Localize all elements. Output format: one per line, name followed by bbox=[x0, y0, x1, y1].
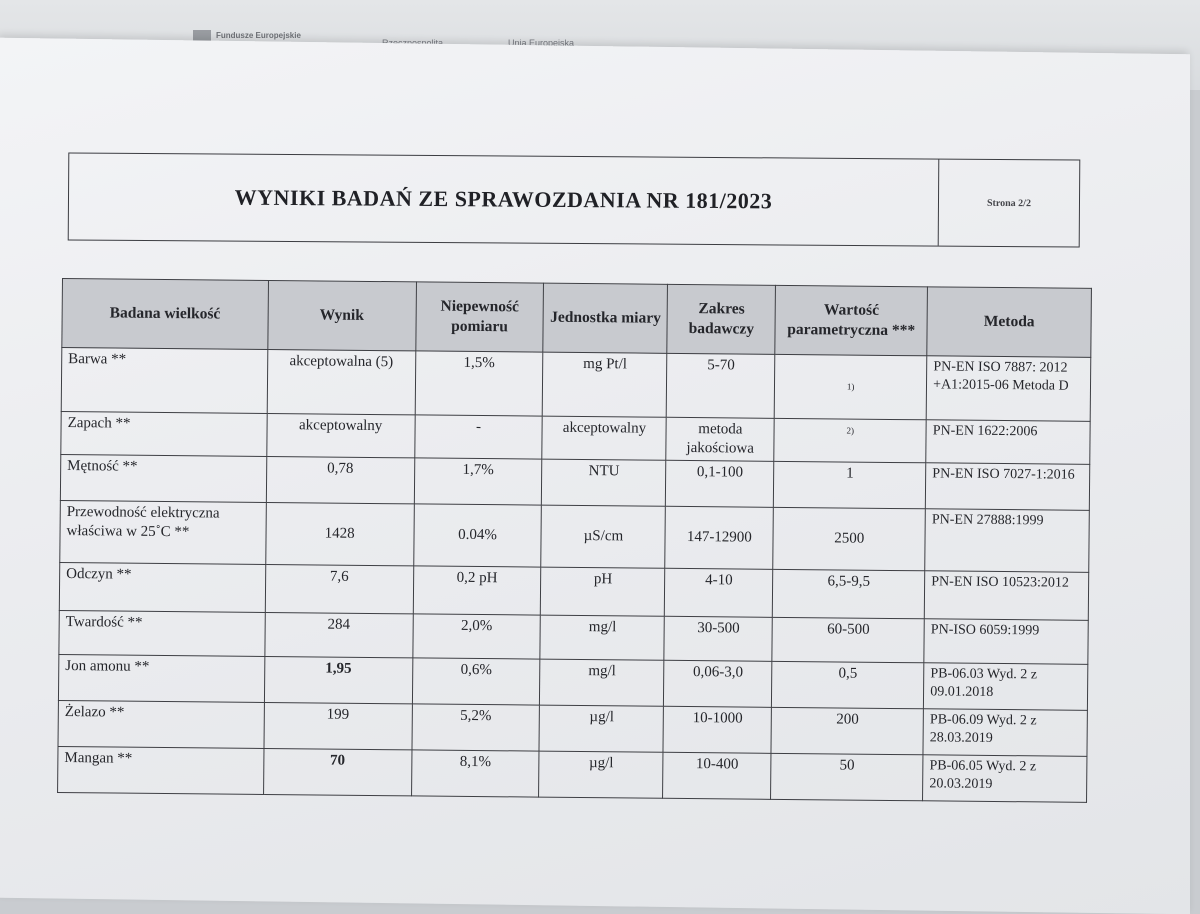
result-cell: akceptowalna (5) bbox=[267, 349, 415, 414]
uncertainty-cell: 1,7% bbox=[414, 458, 542, 505]
eu-funds-logo-text: Fundusze Europejskie bbox=[216, 31, 301, 40]
uncertainty-cell: 2,0% bbox=[412, 614, 540, 659]
unit-cell: mg Pt/l bbox=[543, 352, 668, 417]
uncertainty-cell: 0,6% bbox=[412, 658, 540, 705]
param-cell: Odczyn ** bbox=[59, 562, 265, 612]
report-title: WYNIKI BADAŃ ZE SPRAWOZDANIA NR 181/2023 bbox=[69, 153, 940, 245]
header-unit: Jednostka miary bbox=[543, 283, 668, 353]
result-cell: 199 bbox=[264, 702, 412, 749]
parametric-cell: 200 bbox=[771, 707, 923, 754]
range-cell: 4-10 bbox=[665, 568, 773, 617]
param-cell: Przewodność elektryczna właściwa w 25˚C ** bbox=[60, 500, 266, 564]
table-row bbox=[58, 746, 1087, 802]
uncertainty-cell: - bbox=[414, 415, 542, 459]
table-row bbox=[61, 348, 1091, 422]
result-cell: 0,78 bbox=[266, 456, 414, 503]
method-cell: PB-06.03 Wyd. 2 z 09.01.2018 bbox=[924, 663, 1088, 711]
result-cell: 1428 bbox=[265, 502, 413, 565]
parametric-cell: 60-500 bbox=[772, 617, 924, 662]
header-range: Zakres badawczy bbox=[667, 284, 776, 354]
uncertainty-cell: 0,2 pH bbox=[413, 566, 541, 615]
unit-cell: mg/l bbox=[540, 615, 664, 660]
result-cell: akceptowalny bbox=[266, 413, 414, 457]
parametric-cell: 50 bbox=[771, 753, 923, 800]
title-box bbox=[68, 152, 1081, 247]
table-header-row bbox=[62, 279, 1092, 358]
parametric-cell: 2) bbox=[774, 418, 926, 462]
unit-cell: akceptowalny bbox=[542, 416, 666, 460]
range-cell: 0,1-100 bbox=[666, 460, 774, 507]
result-cell: 70 bbox=[263, 748, 411, 795]
unit-cell: NTU bbox=[542, 459, 666, 506]
parametric-cell: 1 bbox=[774, 461, 926, 508]
method-cell: PN-EN 27888:1999 bbox=[925, 509, 1089, 573]
result-cell: 284 bbox=[265, 612, 413, 657]
method-cell: PB-06.09 Wyd. 2 z 28.03.2019 bbox=[923, 709, 1087, 757]
param-cell: Mangan ** bbox=[58, 746, 264, 794]
header-parametric: Wartość parametryczna *** bbox=[775, 285, 928, 355]
range-cell: 10-1000 bbox=[663, 706, 771, 753]
param-cell: Barwa ** bbox=[61, 348, 267, 414]
unit-cell: µg/l bbox=[539, 705, 663, 752]
range-cell: 0,06-3,0 bbox=[664, 660, 772, 707]
page-number: Strona 2/2 bbox=[986, 197, 1032, 209]
range-cell: 5-70 bbox=[667, 353, 776, 418]
uncertainty-cell: 8,1% bbox=[411, 750, 539, 797]
unit-cell: µg/l bbox=[539, 751, 663, 798]
parametric-cell: 0,5 bbox=[772, 661, 924, 708]
param-cell: Mętność ** bbox=[60, 454, 266, 502]
unit-cell: pH bbox=[541, 567, 665, 616]
param-cell: Żelazo ** bbox=[58, 700, 264, 748]
result-cell: 1,95 bbox=[264, 656, 412, 703]
header-text-eu: Unia Europejska bbox=[508, 38, 575, 48]
range-cell: 10-400 bbox=[663, 752, 771, 799]
uncertainty-cell: 5,2% bbox=[412, 704, 540, 751]
parametric-cell: 2500 bbox=[773, 507, 925, 570]
method-cell: PN-ISO 6059:1999 bbox=[924, 619, 1088, 665]
parametric-cell: 1) bbox=[774, 354, 926, 419]
param-cell: Twardość ** bbox=[59, 610, 265, 656]
method-cell: PN-EN ISO 10523:2012 bbox=[924, 571, 1088, 621]
param-cell: Zapach ** bbox=[61, 411, 267, 456]
range-cell: metoda jakościowa bbox=[666, 417, 774, 461]
header-uncertainty: Niepewność pomiaru bbox=[415, 282, 544, 352]
table-row bbox=[60, 500, 1090, 572]
header-method: Metoda bbox=[927, 287, 1091, 358]
method-cell: PN-EN 1622:2006 bbox=[926, 420, 1090, 465]
range-cell: 30-500 bbox=[664, 616, 772, 661]
param-cell: Jon amonu ** bbox=[58, 654, 264, 702]
uncertainty-cell: 0.04% bbox=[413, 504, 541, 567]
method-cell: PN-EN ISO 7027-1:2016 bbox=[925, 463, 1089, 511]
results-table bbox=[57, 278, 1092, 803]
method-cell: PN-EN ISO 7887: 2012 +A1:2015-06 Metoda D bbox=[926, 356, 1090, 422]
header-param: Badana wielkość bbox=[62, 279, 268, 350]
result-cell: 7,6 bbox=[265, 564, 413, 613]
uncertainty-cell: 1,5% bbox=[415, 351, 543, 416]
header-result: Wynik bbox=[268, 280, 417, 350]
parametric-cell: 6,5-9,5 bbox=[773, 569, 925, 618]
unit-cell: µS/cm bbox=[541, 505, 666, 568]
range-cell: 147-12900 bbox=[665, 506, 774, 569]
method-cell: PB-06.05 Wyd. 2 z 20.03.2019 bbox=[923, 755, 1087, 803]
unit-cell: mg/l bbox=[540, 659, 664, 706]
